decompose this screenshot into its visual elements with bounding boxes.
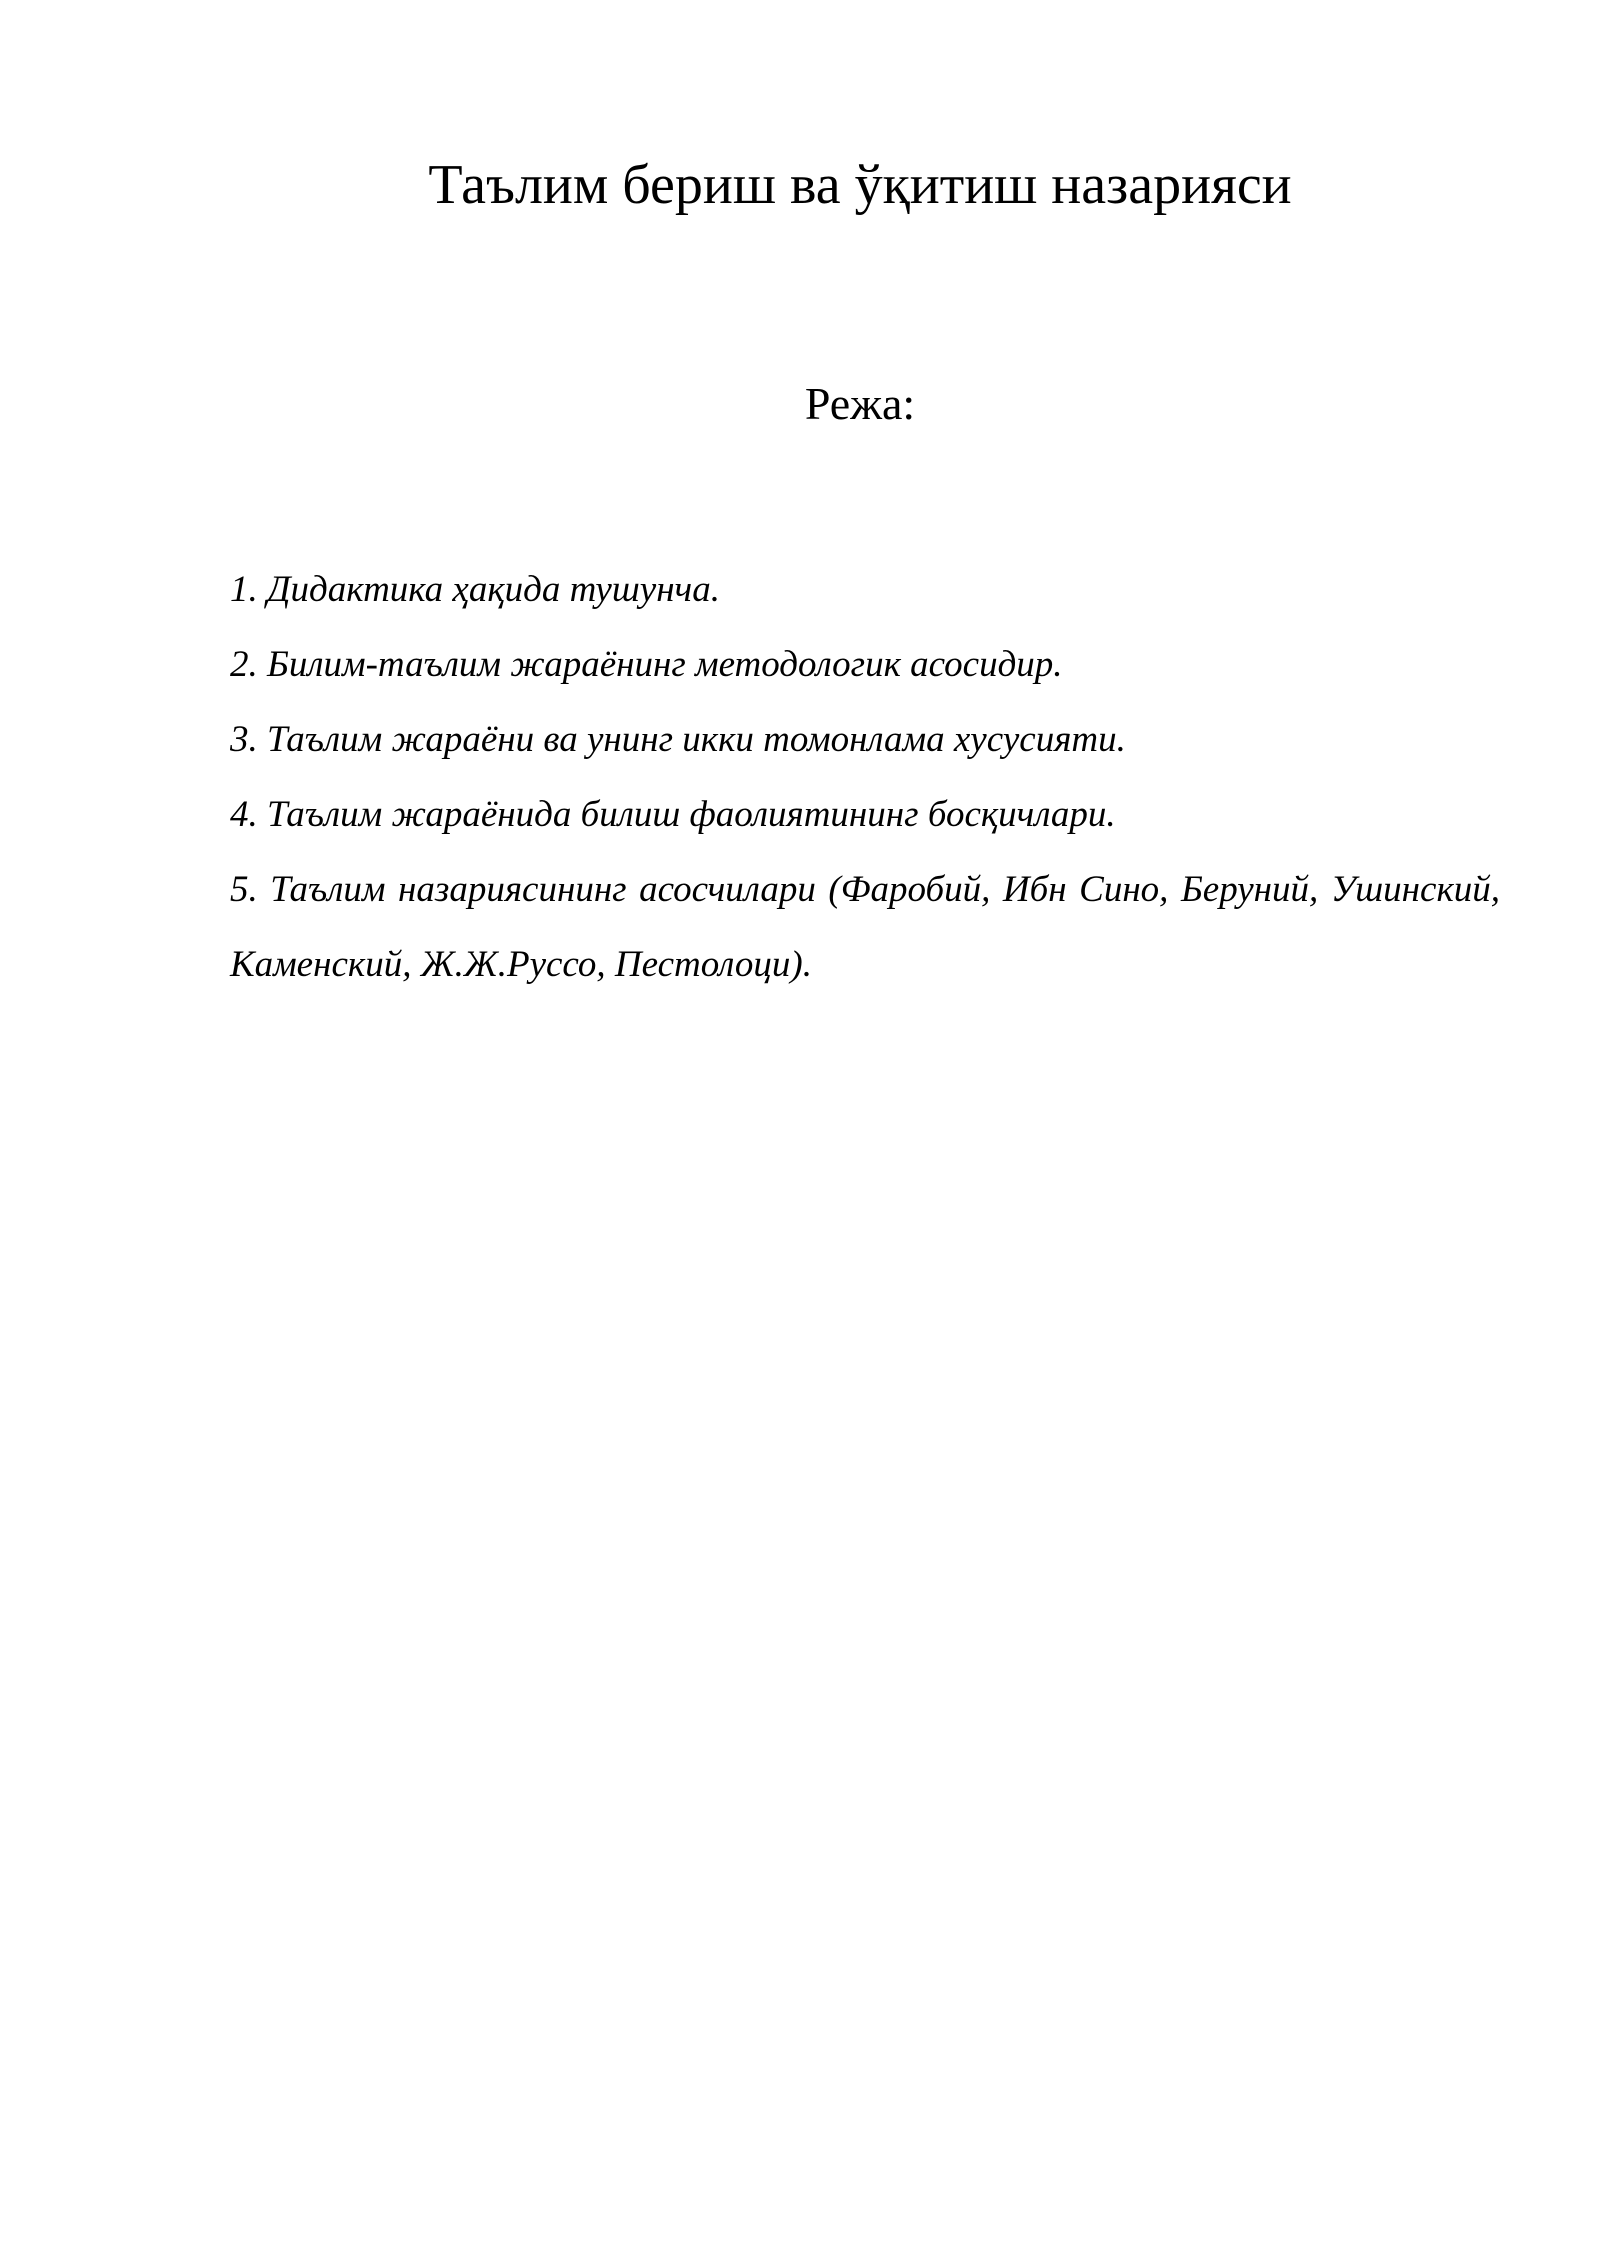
document-title: Таълим бериш ва ўқитиш назарияси <box>428 154 1292 216</box>
plan-item-3: 3. Таълим жараёни ва унинг икки томонлама хусусияти. <box>230 719 1126 760</box>
plan-item-4: 4. Таълим жараёнида билиш фаолиятининг босқичлари. <box>230 794 1116 835</box>
plan-heading: Режа: <box>804 378 916 429</box>
plan-item-5: 5. Таълим назариясининг асосчилари (Фаробий, Ибн Сино, Беруний, Ушинский, Каменский, Ж.Ж.Руссо, Пестолоци). <box>230 869 1500 985</box>
plan-item-1: 1. Дидактика ҳақида тушунча. <box>230 569 720 610</box>
plan-list <box>230 552 1500 1002</box>
plan-item-2: 2. Билим-таълим жараёнинг методологик асосидир. <box>230 644 1063 685</box>
